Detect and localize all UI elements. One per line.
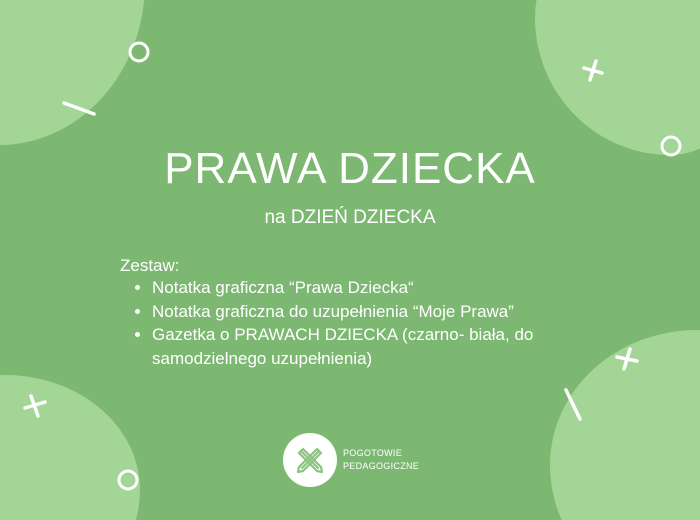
brand-line-1: POGOTOWIE bbox=[343, 448, 403, 458]
brand bbox=[283, 433, 419, 487]
list-item: • Gazetka o PRAWACH DZIECKA (czarno- biała, do samodzielnego uzupełnienia) bbox=[152, 323, 602, 370]
brand-line-2: PEDAGOGICZNE bbox=[343, 461, 420, 471]
blob-bottom-left bbox=[0, 375, 140, 520]
blob-top-left bbox=[0, 0, 145, 145]
brand-name bbox=[343, 447, 419, 473]
blob-top-right bbox=[535, 0, 700, 155]
brand-logo bbox=[283, 433, 337, 487]
list-item: • Notatka graficzna do uzupełnienia “Moje Prawa” bbox=[152, 300, 602, 324]
subtitle: na DZIEŃ DZIECKA bbox=[264, 207, 436, 228]
page-title: PRAWA DZIECKA bbox=[164, 144, 536, 193]
plus-icon bbox=[580, 58, 606, 84]
circle-icon bbox=[116, 468, 140, 492]
list-item: • Notatka graficzna “Prawa Dziecka“ bbox=[152, 276, 602, 300]
set-label: Zestaw: bbox=[120, 256, 180, 275]
pencil-cross-icon bbox=[292, 442, 328, 478]
line-icon bbox=[560, 386, 586, 424]
circle-icon bbox=[127, 40, 151, 64]
plus-icon bbox=[22, 393, 48, 419]
line-icon bbox=[60, 98, 100, 120]
plus-icon bbox=[614, 345, 640, 373]
items-list bbox=[131, 276, 602, 370]
